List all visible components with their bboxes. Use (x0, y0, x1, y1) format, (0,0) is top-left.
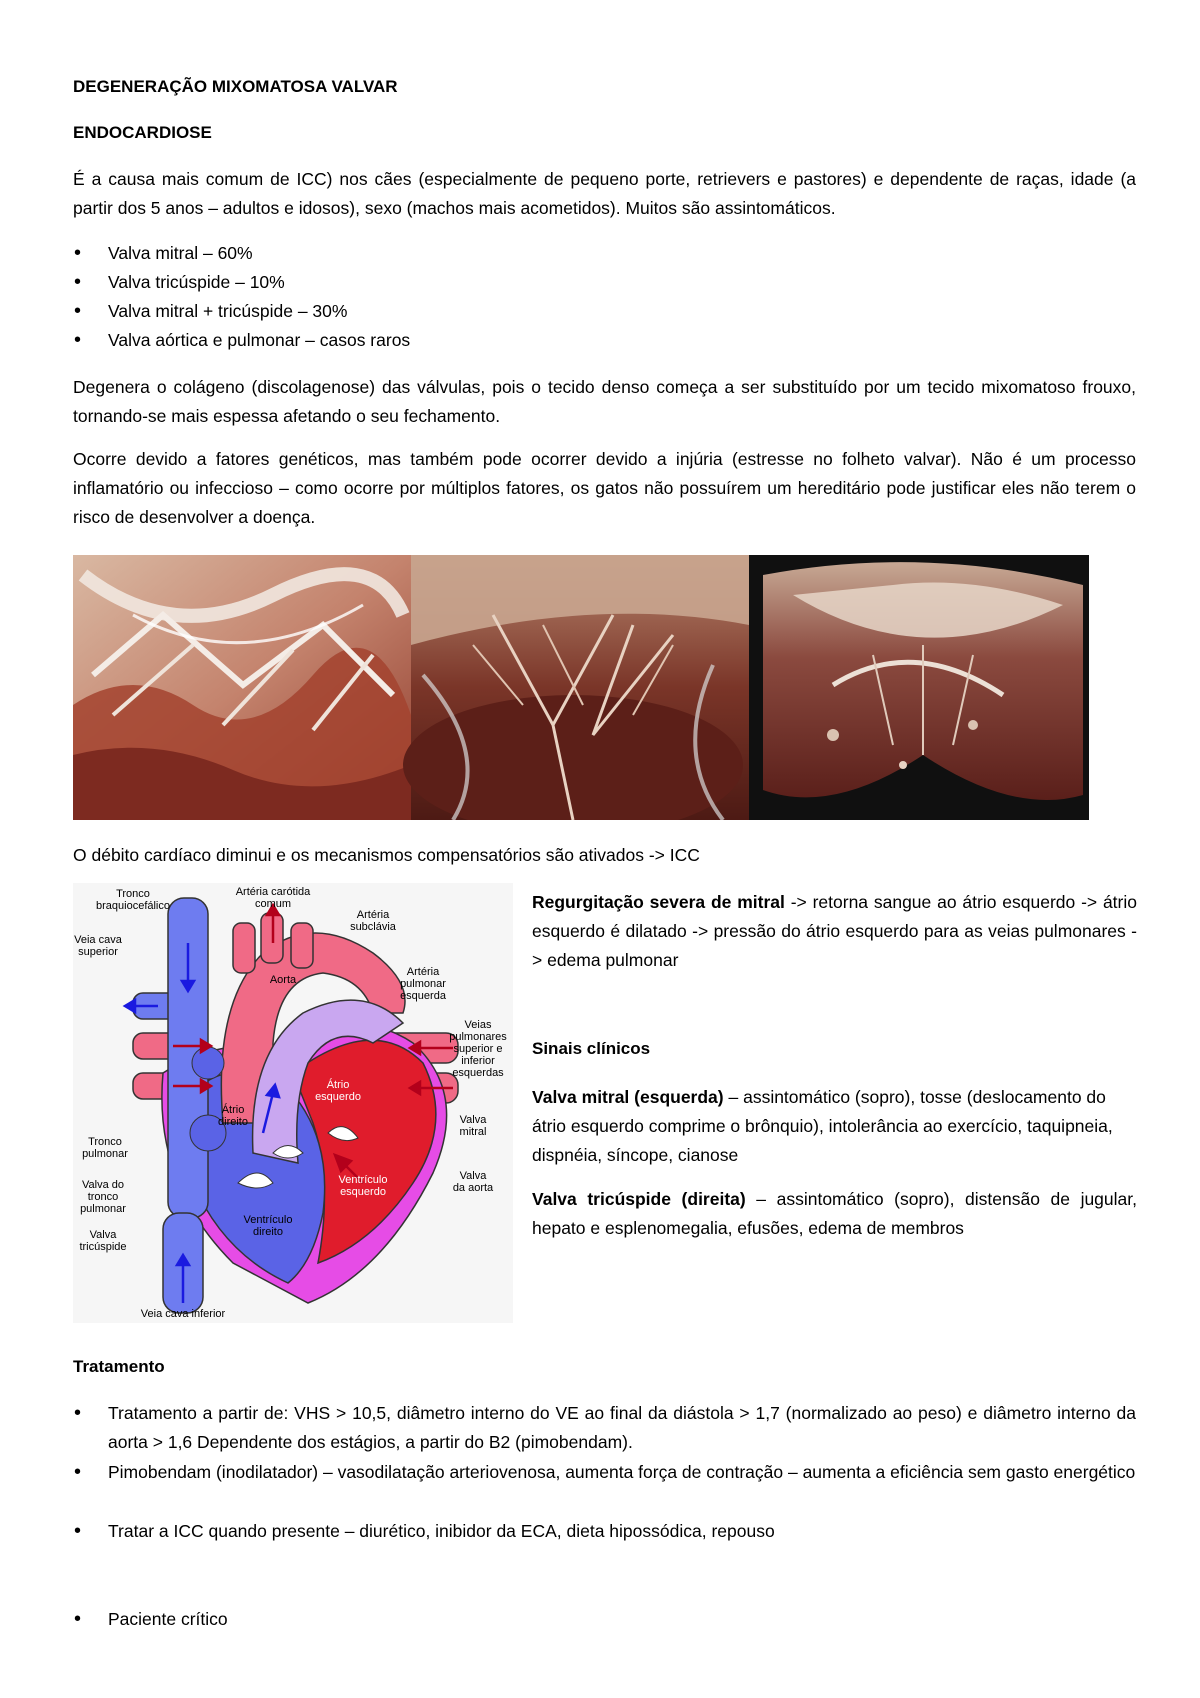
valve-photo-1 (73, 555, 411, 820)
label-veia-cava-inferior: Veia cava inferior (140, 1308, 226, 1320)
intro-paragraph: É a causa mais comum de ICC) nos cães (especialmente de pequeno porte, retrievers e pastores) e dependente de raças, idade (a partir dos 5 anos – adultos e idosos), sexo (machos mais acometidos). Muitos são assintomáticos. (73, 169, 1136, 218)
label-atrio-direito: Átrio direito (218, 1104, 248, 1128)
label-aorta: Aorta (269, 974, 297, 986)
tricuspide-text: – assintomático (sopro), distensão de jugular, hepato e esplenomegalia, efusões, edema de membros (532, 1189, 1137, 1238)
label-ventriculo-direito: Ventrículo direito (243, 1214, 293, 1238)
tratamento-item: • Tratar a ICC quando presente – diurético, inibidor da ECA, dieta hipossódica, repouso (108, 1517, 1136, 1546)
tratamento-item: • Pimobendam (inodilatador) – vasodilatação arteriovenosa, aumenta força de contração – aumenta a eficiência sem gasto energético (108, 1458, 1136, 1487)
valve-list-item: • Valva tricúspide – 10% (108, 268, 285, 297)
ocorre-paragraph: Ocorre devido a fatores genéticos, mas também pode ocorrer devido a injúria (estresse no folheto valvar). Não é um processo inflamatório ou infeccioso – como ocorre por múltiplos fatores, os gatos não possuírem um hereditário pode justificar eles não terem o risco de desenvolver a doença. (73, 449, 1136, 527)
valve-list-item: • Valva mitral – 60% (108, 239, 253, 268)
heart-diagram (73, 883, 513, 1323)
regurgitacao-bold: Regurgitação severa de mitral (532, 892, 785, 912)
label-valva-tricuspide: Valva tricúspide (79, 1229, 127, 1253)
label-arteria-carotida: Artéria carótida comum (235, 886, 311, 910)
regurgitacao-paragraph (532, 888, 1137, 975)
document-title: DEGENERAÇÃO MIXOMATOSA VALVAR (73, 77, 398, 96)
mitral-bold: Valva mitral (esquerda) (532, 1087, 724, 1107)
mitral-text: – assintomático (sopro), tosse (deslocamento do átrio esquerdo comprime o brônquio), intolerância ao exercício, taquipneia, dispnéia, síncope, cianose (532, 1087, 1113, 1165)
tratamento-title: Tratamento (73, 1357, 165, 1376)
label-arteria-pulmonar-esquerda: Artéria pulmonar esquerda (400, 966, 446, 1002)
debito-line: O débito cardíaco diminui e os mecanismos compensatórios são ativados -> ICC (73, 845, 700, 865)
label-veia-cava-superior: Veia cava superior (74, 934, 122, 958)
valve-photos-strip (73, 555, 1089, 820)
label-veias-pulmonares: Veias pulmonares superior e inferior esquerdas (449, 1019, 507, 1079)
tricuspide-bold: Valva tricúspide (direita) (532, 1189, 746, 1209)
tratamento-item: • Tratamento a partir de: VHS > 10,5, diâmetro interno do VE ao final da diástola > 1,7 (normalizado ao peso) e diâmetro interno da aorta > 1,6 Dependente dos estágios, a partir do B2 (pimobendam). (108, 1399, 1136, 1457)
degenera-paragraph: Degenera o colágeno (discolagenose) das válvulas, pois o tecido denso começa a ser substituído por um tecido mixomatoso frouxo, tornando-se mais espessa afetando o seu fechamento. (73, 377, 1136, 426)
regurgitacao-text: -> retorna sangue ao átrio esquerdo -> átrio esquerdo é dilatado -> pressão do átrio esquerdo para as veias pulmonares -> edema pulmonar (532, 892, 1137, 970)
document-subtitle: ENDOCARDIOSE (73, 123, 212, 142)
label-atrio-esquerdo: Átrio esquerdo (315, 1079, 361, 1103)
paciente-critico-item: • Paciente crítico (108, 1605, 228, 1634)
tricuspide-paragraph (532, 1185, 1137, 1243)
label-valva-aorta: Valva da aorta (452, 1170, 494, 1194)
valve-photo-3 (749, 555, 1089, 820)
valve-list-item: • Valva aórtica e pulmonar – casos raros (108, 326, 410, 355)
label-tronco-pulmonar: Tronco pulmonar (82, 1136, 128, 1160)
label-arteria-subclavia: Artéria subclávia (350, 909, 396, 933)
valve-photo-2 (403, 555, 749, 820)
label-valva-mitral: Valva mitral (459, 1114, 487, 1138)
mitral-paragraph (532, 1083, 1137, 1170)
label-ventriculo-esquerdo: Ventrículo esquerdo (338, 1174, 388, 1198)
label-tronco-braquiocefalico: Tronco braquiocefálico (96, 888, 170, 912)
sinais-clinicos-title: Sinais clínicos (532, 1039, 651, 1058)
label-valva-tronco-pulmonar: Valva do tronco pulmonar (80, 1179, 126, 1215)
valve-list-item: • Valva mitral + tricúspide – 30% (108, 297, 347, 326)
